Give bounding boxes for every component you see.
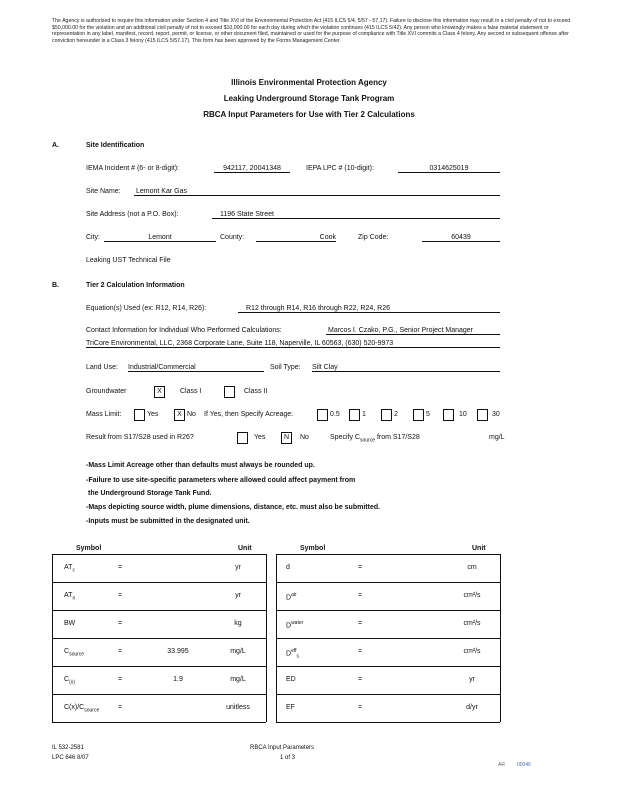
page-number: 1 of 3 bbox=[280, 755, 296, 761]
site-name-field[interactable]: Lemont Kar Gas bbox=[134, 188, 500, 196]
acreage-option: 2 bbox=[394, 411, 398, 418]
city-label: City: bbox=[86, 234, 100, 241]
row-divider bbox=[52, 722, 266, 723]
parameter-unit: d/yr bbox=[466, 704, 478, 711]
parameter-unit: yr bbox=[235, 564, 241, 571]
row-divider bbox=[276, 638, 500, 639]
acreage-label: If Yes, then Specify Acreage: bbox=[204, 411, 294, 418]
class-i-checkbox[interactable]: X bbox=[154, 386, 165, 398]
parameter-symbol: $AT_n$ bbox=[64, 592, 76, 602]
file-label: Leaking UST Technical File bbox=[86, 257, 171, 264]
equals-sign: = bbox=[118, 676, 123, 683]
mass-limit-label: Mass Limit: bbox=[86, 411, 122, 418]
parameter-unit: kg bbox=[234, 620, 242, 627]
acreage-option: 10 bbox=[459, 411, 467, 418]
iepa-field[interactable]: 0314625019 bbox=[398, 165, 500, 173]
parameter-unit: yr bbox=[469, 676, 475, 683]
zip-field[interactable]: 60439 bbox=[422, 234, 500, 242]
equations-label: Equation(s) Used (ex: R12, R14, R26): bbox=[86, 305, 207, 312]
symbol-subscript: source bbox=[84, 707, 100, 714]
table-border bbox=[52, 554, 266, 555]
class-i-label: Class I bbox=[180, 388, 202, 395]
equals-sign: = bbox=[358, 648, 363, 655]
iepa-label: IEPA LPC # (10-digit): bbox=[306, 165, 374, 172]
contact-label: Contact Information for Individual Who Performed Calculations: bbox=[86, 327, 282, 334]
equals-sign: = bbox=[118, 704, 123, 711]
legal-disclaimer: The Agency is authorized to require this information under Section 4 and Title XVI of the Environmental Protection Act (415 ILCS 5/4, 5/57 - 57.17). Failure to disclose this information may result in a civil penalty of not to exceed $50,000.00 for the violation and an additional civil penalty of not to exceed $10,000.00 for each day during which the violation continues (415 ILCS 5/42). Any person who knowingly makes a false material statement or representation in any label, manifest, record, report, permit, or license, or other document filed, maintained or used for the purpose of compliance with Title XVI commits a Class 4 felony. Any second or subsequent offense after conviction hereunder is a Class 3 felony (415 ILCS 5/57.17). This form has been approved by the Forms Management Center. bbox=[52, 18, 571, 44]
acreage-checkbox[interactable] bbox=[413, 409, 424, 421]
row-divider bbox=[52, 666, 266, 667]
row-divider bbox=[276, 666, 500, 667]
specify-label bbox=[330, 434, 420, 443]
parameter-unit: cm²/s bbox=[463, 592, 481, 599]
equals-sign: = bbox=[358, 592, 363, 599]
row-divider bbox=[52, 582, 266, 583]
symbol-subscript: source bbox=[69, 651, 85, 658]
form-number: IL 532-2581 bbox=[52, 745, 84, 751]
parameter-unit: mg/L bbox=[230, 676, 246, 683]
acreage-option: 5 bbox=[426, 411, 430, 418]
city-field[interactable]: Lemont bbox=[104, 234, 216, 242]
note: the Underground Storage Tank Fund. bbox=[88, 490, 212, 497]
no-label: No bbox=[187, 411, 196, 418]
note: -Mass Limit Acreage other than defaults must always be rounded up. bbox=[86, 462, 315, 469]
acreage-checkbox[interactable] bbox=[317, 409, 328, 421]
equals-sign: = bbox=[358, 620, 363, 627]
equals-sign: = bbox=[118, 620, 123, 627]
table-border bbox=[500, 554, 501, 722]
no-label: No bbox=[300, 434, 309, 441]
equals-sign: = bbox=[118, 592, 123, 599]
symbol-superscript: air bbox=[291, 592, 297, 598]
row-divider bbox=[52, 610, 266, 611]
symbol-header: Symbol bbox=[76, 545, 102, 552]
acreage-option: 1 bbox=[362, 411, 366, 418]
parameter-unit: cm bbox=[467, 564, 477, 571]
acreage-checkbox[interactable] bbox=[349, 409, 360, 421]
parameter-symbol: $D^{water}$ bbox=[286, 620, 304, 630]
parameter-symbol: EF bbox=[286, 704, 295, 711]
equals-sign: = bbox=[358, 704, 363, 711]
parameter-value[interactable]: 33.995 bbox=[167, 648, 189, 655]
symbol-subscript: c bbox=[72, 567, 75, 574]
specify-text: Specify C bbox=[330, 434, 360, 441]
mass-no-checkbox[interactable]: X bbox=[174, 409, 185, 421]
lpc-number: LPC 646 8/07 bbox=[52, 755, 89, 761]
symbol-subscript: n bbox=[72, 595, 76, 602]
land-use-label: Land Use: bbox=[86, 364, 118, 371]
parameter-symbol: $AT_c$ bbox=[64, 564, 75, 574]
parameter-symbol: $D^{eff}_s$ bbox=[286, 648, 300, 660]
row-divider bbox=[276, 610, 500, 611]
row-divider bbox=[52, 694, 266, 695]
zip-label: Zip Code: bbox=[358, 234, 389, 241]
result-no-checkbox[interactable]: N bbox=[281, 432, 292, 444]
equals-sign: = bbox=[118, 648, 123, 655]
footer-title: RBCA Input Parameters bbox=[250, 745, 315, 751]
parameter-symbol: ED bbox=[286, 676, 296, 683]
note: -Failure to use site-specific parameters where allowed could affect payment from bbox=[86, 477, 356, 484]
site-name-label: Site Name: bbox=[86, 188, 121, 195]
equals-sign: = bbox=[118, 564, 123, 571]
specify-from: from S17/S28 bbox=[376, 434, 420, 441]
mass-yes-checkbox[interactable] bbox=[134, 409, 145, 421]
parameter-unit: yr bbox=[235, 592, 241, 599]
groundwater-label: Groundwater bbox=[86, 388, 127, 395]
row-divider bbox=[276, 694, 500, 695]
bates-number: 00046 bbox=[517, 762, 531, 768]
contact-field-1[interactable]: Marcos I. Czako, P.G., Senior Project Manager bbox=[326, 327, 500, 335]
symbol-subscript: (x) bbox=[69, 679, 75, 686]
acreage-checkbox[interactable] bbox=[443, 409, 454, 421]
program-title: Leaking Underground Storage Tank Program bbox=[223, 94, 395, 103]
symbol-superscript: eff bbox=[291, 648, 297, 654]
section-heading: Site Identification bbox=[86, 142, 145, 149]
unit-label: mg/L bbox=[489, 434, 505, 441]
agency-title: Illinois Environmental Protection Agency bbox=[231, 78, 387, 87]
parameter-symbol: $C_{(x)}$ bbox=[64, 676, 75, 686]
parameter-symbol: $C_{source}$ bbox=[64, 648, 85, 658]
parameter-unit: unitless bbox=[226, 704, 250, 711]
class-ii-checkbox[interactable] bbox=[224, 386, 235, 398]
contact-field-2[interactable]: TriCore Environmental, LLC, 2368 Corporate Lane, Suite 118, Naperville, IL 60563, (630) 520-9973 bbox=[86, 340, 500, 348]
parameter-unit: cm²/s bbox=[463, 620, 481, 627]
table-border bbox=[276, 554, 500, 555]
parameter-symbol: BW bbox=[64, 620, 76, 627]
parameter-symbol: d bbox=[286, 564, 290, 571]
parameter-symbol: $C(x)/C_{source}$ bbox=[64, 704, 100, 714]
parameter-value[interactable]: 1.9 bbox=[173, 676, 183, 683]
soil-type-label: Soil Type: bbox=[270, 364, 301, 371]
form-title: RBCA Input Parameters for Use with Tier 2 Calculations bbox=[203, 110, 415, 119]
equations-field[interactable]: R12 through R14, R16 through R22, R24, R26 bbox=[238, 305, 500, 313]
parameter-symbol: $D^{air}$ bbox=[286, 592, 297, 602]
table-border bbox=[266, 554, 267, 722]
acreage-checkbox[interactable] bbox=[381, 409, 392, 421]
section-letter: A. bbox=[52, 142, 59, 149]
county-field[interactable]: Cook bbox=[256, 234, 336, 242]
equals-sign: = bbox=[358, 564, 363, 571]
parameter-unit: cm²/s bbox=[463, 648, 481, 655]
iema-label: IEMA Incident # (6- or 8-digit): bbox=[86, 165, 179, 172]
symbol-header: Symbol bbox=[300, 545, 326, 552]
row-divider bbox=[276, 722, 500, 723]
unit-header: Unit bbox=[238, 545, 252, 552]
specify-subscript: source bbox=[359, 437, 375, 444]
result-label: Result from S17/S28 used in R26? bbox=[86, 434, 194, 441]
yes-label: Yes bbox=[254, 434, 266, 441]
note: -Maps depicting source width, plume dimensions, distance, etc. must also be submitted. bbox=[86, 504, 381, 511]
section-letter: B. bbox=[52, 282, 59, 289]
land-use-field[interactable]: Industrial/Commercial bbox=[128, 364, 264, 372]
county-label: County: bbox=[220, 234, 245, 241]
result-yes-checkbox[interactable] bbox=[237, 432, 248, 444]
parameter-unit: mg/L bbox=[230, 648, 246, 655]
bates-prefix: AR bbox=[498, 762, 505, 768]
row-divider bbox=[52, 638, 266, 639]
section-heading: Tier 2 Calculation Information bbox=[86, 282, 185, 289]
soil-type-field[interactable]: Silt Clay bbox=[312, 364, 500, 372]
iema-field[interactable]: 942117, 20041348 bbox=[214, 165, 290, 173]
acreage-option: 30 bbox=[492, 411, 500, 418]
row-divider bbox=[276, 582, 500, 583]
unit-header: Unit bbox=[472, 545, 486, 552]
yes-label: Yes bbox=[147, 411, 159, 418]
symbol-subscript: s bbox=[296, 653, 300, 660]
class-ii-label: Class II bbox=[244, 388, 268, 395]
symbol-superscript: water bbox=[291, 620, 304, 626]
note: -Inputs must be submitted in the designated unit. bbox=[86, 518, 250, 525]
equals-sign: = bbox=[358, 676, 363, 683]
acreage-checkbox[interactable] bbox=[477, 409, 488, 421]
acreage-option: 0.5 bbox=[330, 411, 340, 418]
address-field[interactable]: 1196 State Street bbox=[212, 211, 500, 219]
address-label: Site Address (not a P.O. Box): bbox=[86, 211, 179, 218]
